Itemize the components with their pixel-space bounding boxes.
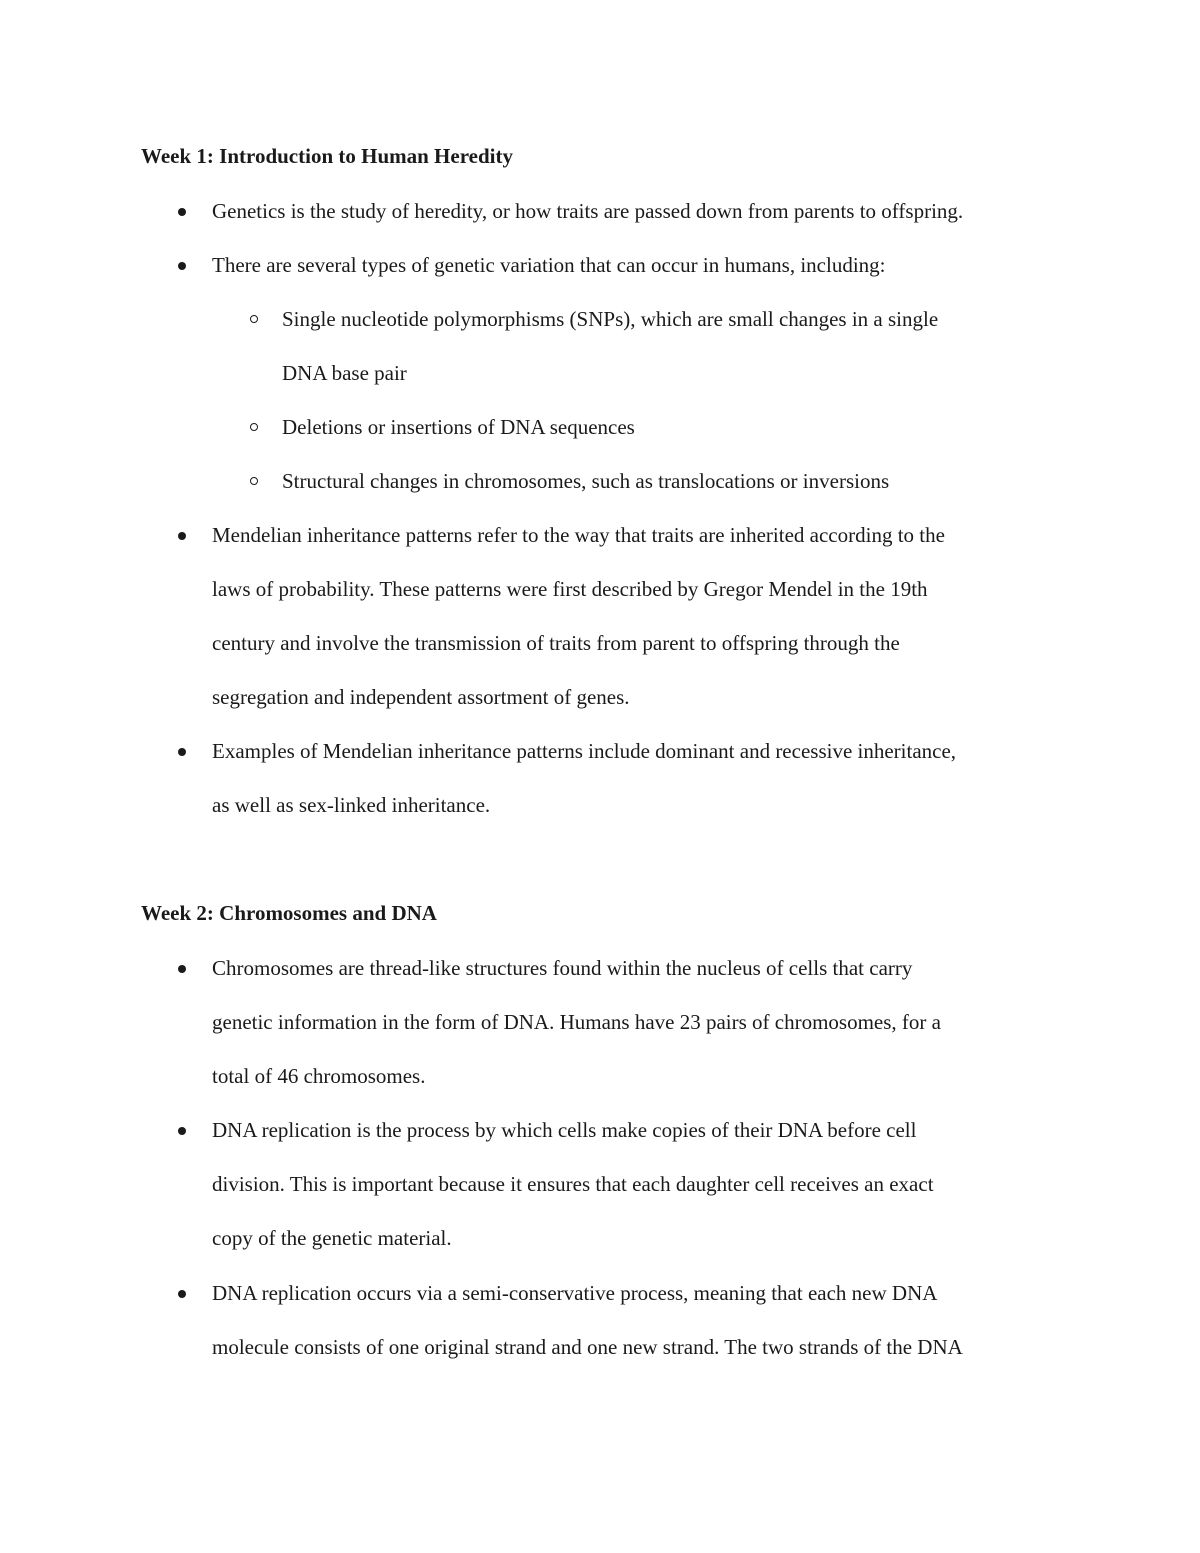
week1-sub3-line1: Structural changes in chromosomes, such as translocations or inversions [282,469,890,493]
week2-bullet2-line1: DNA replication is the process by which cells make copies of their DNA before cell [212,1118,917,1142]
week1-sub1-line1: Single nucleotide polymorphisms (SNPs), which are small changes in a single [282,307,939,331]
week2-bullet2-line2: division. This is important because it ensures that each daughter cell receives an exact [212,1172,934,1196]
week1-bullet2-line1: There are several types of genetic variation that can occur in humans, including: [212,253,886,277]
bullet-dot [178,1290,186,1298]
week2-bullet3-line2: molecule consists of one original strand and one new strand. The two strands of the DNA [212,1335,963,1359]
sub-bullet-circle [250,423,258,431]
bullet-dot [178,748,186,756]
week1-bullet3-line4: segregation and independent assortment of genes. [212,685,630,709]
bullet-dot [178,208,186,216]
sub-bullet-circle [250,315,258,323]
week2-bullet2-line3: copy of the genetic material. [212,1226,452,1250]
week2-heading: Week 2: Chromosomes and DNA [141,901,437,925]
week1-heading: Week 1: Introduction to Human Heredity [141,144,513,168]
week1-bullet4-line2: as well as sex-linked inheritance. [212,793,491,817]
week1-bullet3-line3: century and involve the transmission of traits from parent to offspring through the [212,631,900,655]
week1-bullet4-line1: Examples of Mendelian inheritance patterns include dominant and recessive inheritance, [212,739,957,763]
week2-bullet1-line1: Chromosomes are thread-like structures found within the nucleus of cells that carry [212,956,913,980]
week1-bullet1-line1: Genetics is the study of heredity, or how traits are passed down from parents to offspring. [212,199,964,223]
bullet-dot [178,532,186,540]
sub-bullet-circle [250,477,258,485]
week1-bullet3-line1: Mendelian inheritance patterns refer to the way that traits are inherited according to the [212,523,945,547]
week1-bullet3-line2: laws of probability. These patterns were first described by Gregor Mendel in the 19th [212,577,928,601]
bullet-dot [178,1127,186,1135]
week2-bullet1-line2: genetic information in the form of DNA. Humans have 23 pairs of chromosomes, for a [212,1010,941,1034]
week2-bullet3-line1: DNA replication occurs via a semi-conservative process, meaning that each new DNA [212,1281,938,1305]
week2-bullet1-line3: total of 46 chromosomes. [212,1064,426,1088]
bullet-dot [178,262,186,270]
week1-sub2-line1: Deletions or insertions of DNA sequences [282,415,635,439]
week1-sub1-line2: DNA base pair [282,361,407,385]
bullet-dot [178,965,186,973]
